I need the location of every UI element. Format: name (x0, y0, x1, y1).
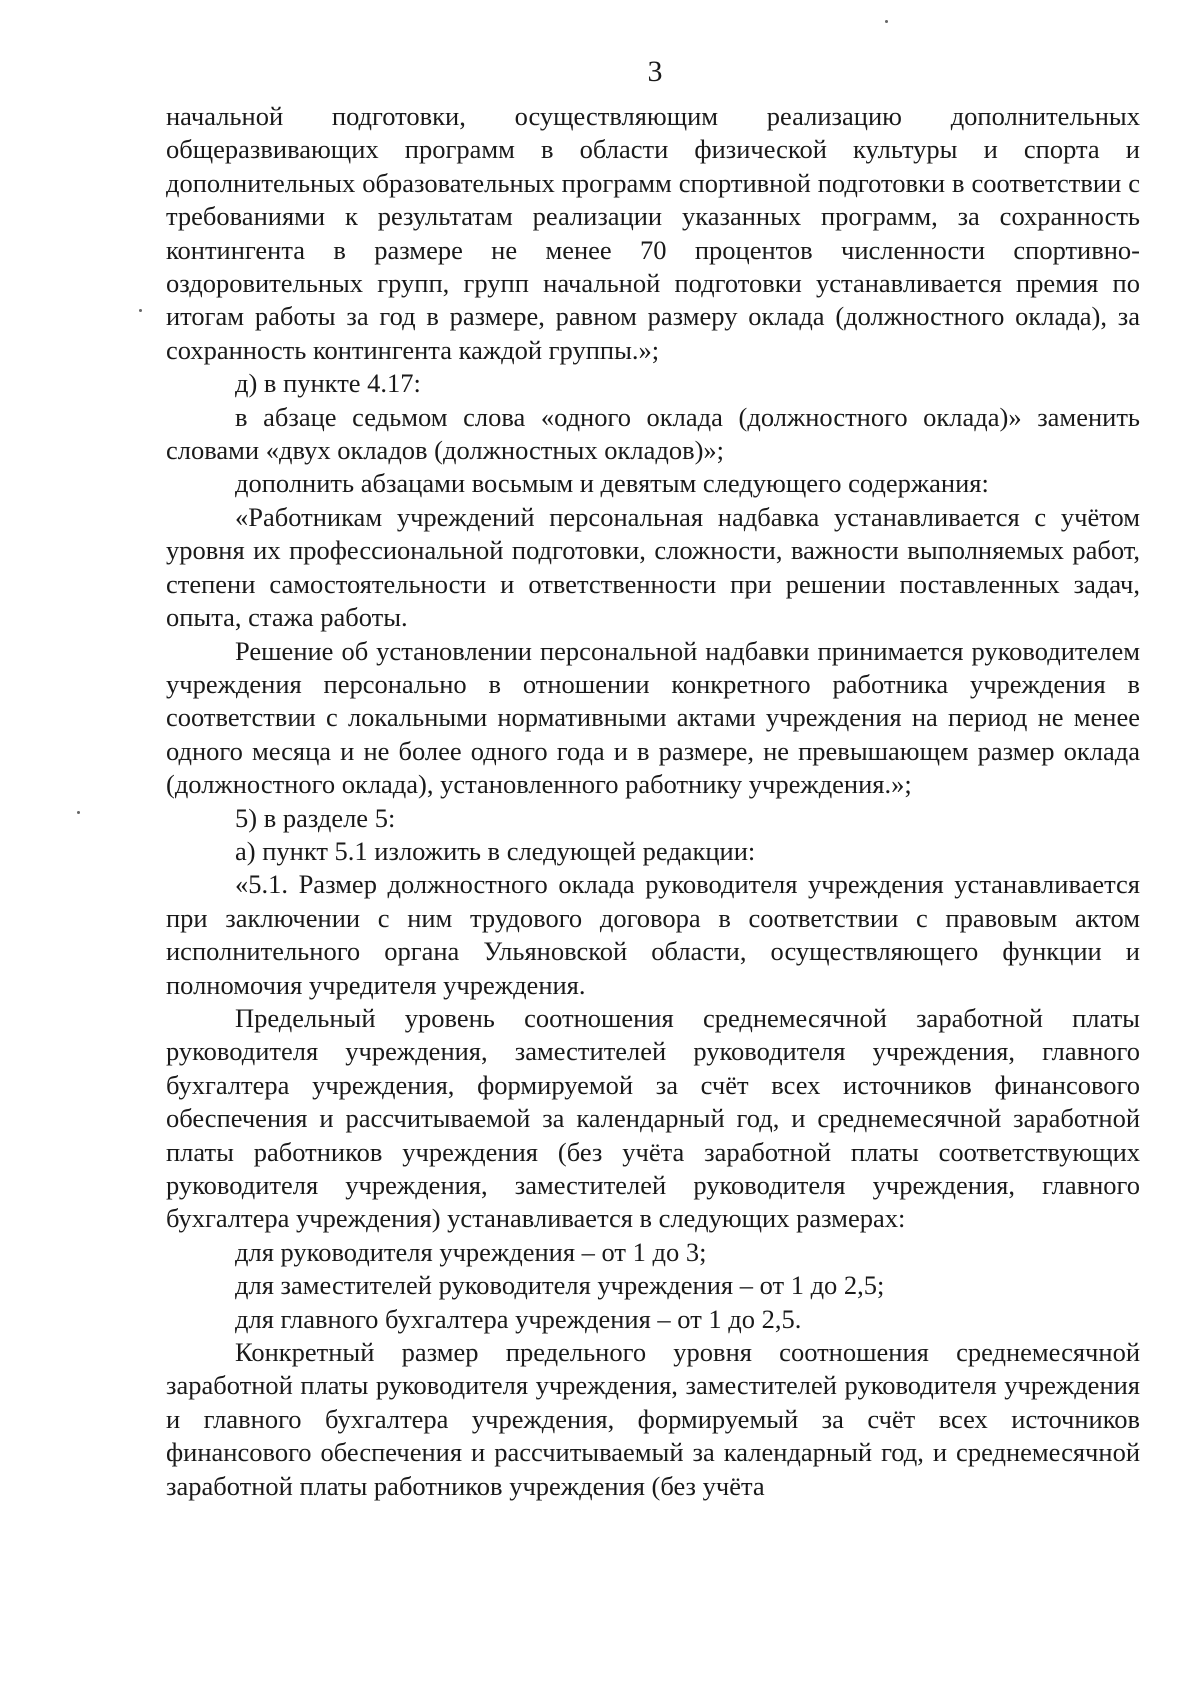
paragraph: Конкретный размер предельного уровня соотношения среднемесячной заработной платы руководителя учреждения, заместителей руководителя учреждения и главного бухгалтера учреждения, формируемый за счёт всех источников финансового обеспечения и рассчитываемый за календарный год, и среднемесячной заработной платы работников учреждения (без учёта (166, 1337, 1140, 1501)
paragraph: в абзаце седьмом слова «одного оклада (должностного оклада)» заменить словами «двух окладов (должностных окладов)»; (166, 401, 1140, 466)
scan-speck (885, 20, 888, 23)
scan-speck (77, 811, 80, 814)
paragraph: Предельный уровень соотношения среднемесячной заработной платы руководителя учреждения, заместителей руководителя учреждения, главного бухгалтера учреждения, формируемой за счёт всех источников финансового обеспечения и рассчитываемой за календарный год, и среднемесячной заработной платы работников учреждения (без учёта заработной платы соответствующих руководителя учреждения, заместителей руководителя учреждения, главного бухгалтера учреждения) устанавливается в следующих размерах: (166, 1002, 1140, 1234)
paragraph-continuation: начальной подготовки, осуществляющим реализацию дополнительных общеразвивающих программ в области физической культуры и спорта и дополнительных образовательных программ спортивной подготовки в соответствии с требованиями к результатам реализации указанных программ, за сохранность контингента в размере не менее 70 процентов численности спортивно-оздоровительных групп, групп начальной подготовки устанавливается премия по итогам работы за год в размере, равном размеру оклада (должностного оклада), за сохранность контингента каждой группы.»; (166, 101, 1140, 365)
paragraph: а) пункт 5.1 изложить в следующей редакции: (235, 835, 756, 866)
document-body (166, 100, 1140, 1503)
list-item: для руководителя учреждения – от 1 до 3; (235, 1236, 707, 1267)
paragraph: дополнить абзацами восьмым и девятым следующего содержания: (235, 468, 989, 499)
paragraph: Решение об установлении персональной надбавки принимается руководителем учреждения персонально в отношении конкретного работника учреждения в соответствии с локальными нормативными актами учреждения на период не менее одного месяца и не более одного года и в размере, не превышающем размер оклада (должностного оклада), установленного работнику учреждения.»; (166, 635, 1140, 800)
paragraph: д) в пункте 4.17: (235, 368, 421, 399)
scan-speck (139, 309, 142, 312)
paragraph: «5.1. Размер должностного оклада руководителя учреждения устанавливается при заключении с ним трудового договора в соответствии с правовым актом исполнительного органа Ульяновской области, осуществляющего функции и полномочия учредителя учреждения. (166, 869, 1140, 1000)
list-item: для заместителей руководителя учреждения – от 1 до 2,5; (235, 1270, 885, 1301)
paragraph: 5) в разделе 5: (235, 802, 396, 833)
list-item: для главного бухгалтера учреждения – от 1 до 2,5. (235, 1303, 802, 1334)
page-number: 3 (647, 55, 663, 88)
paragraph: «Работникам учреждений персональная надбавка устанавливается с учётом уровня их профессиональной подготовки, сложности, важности выполняемых работ, степени самостоятельности и ответственности при решении поставленных задач, опыта, стажа работы. (166, 501, 1140, 633)
